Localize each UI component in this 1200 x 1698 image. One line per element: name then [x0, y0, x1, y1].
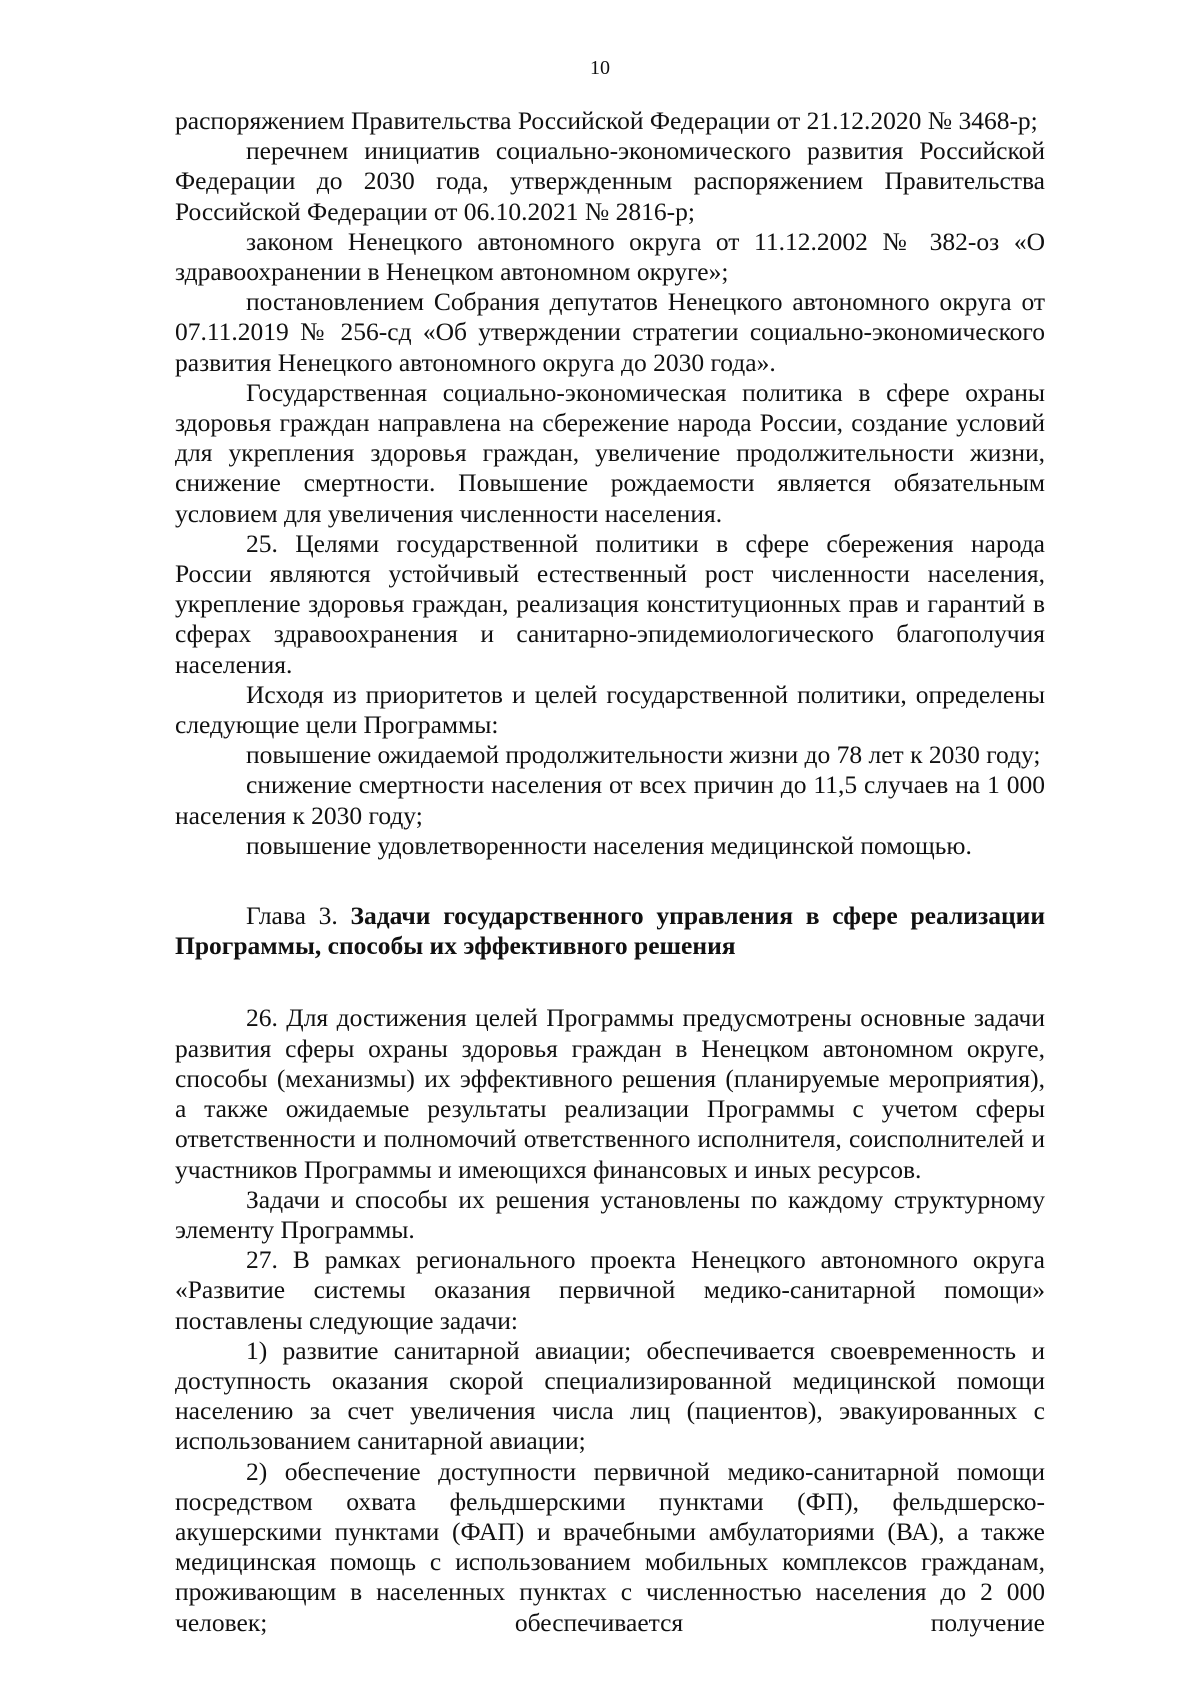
document-body	[175, 106, 1045, 1638]
paragraph: 27. В рамках регионального проекта Ненецкого автономного округа «Развитие системы оказания первичной медико-санитарной помощи» поставлены следующие задачи:	[175, 1245, 1045, 1335]
paragraph: Государственная социально-экономическая политика в сфере охраны здоровья граждан направлена на сбережение народа России, создание условий для укрепления здоровья граждан, увеличение продолжительности жизни, снижение смертности. Повышение рождаемости является обязательным условием для увеличения численности населения.	[175, 377, 1045, 528]
paragraph: распоряжением Правительства Российской Федерации от 21.12.2020 № 3468-р;	[175, 106, 1038, 135]
paragraph: 26. Для достижения целей Программы предусмотрены основные задачи развития сферы охраны здоровья граждан в Ненецком автономном округе, способы (механизмы) их эффективного решения (планируемые мероприятия), а также ожидаемые результаты реализации Программы с учетом сферы ответственности и полномочий ответственного исполнителя, соисполнителей и участников Программы и имеющихся финансовых и иных ресурсов.	[175, 1003, 1045, 1184]
page-number: 10	[590, 57, 610, 79]
list-item: повышение удовлетворенности населения медицинской помощью.	[246, 830, 972, 860]
chapter-title: Задачи государственного управления в сфере реализации Программы, способы их эффективного решения	[175, 901, 1046, 961]
list-item: 1) развитие санитарной авиации; обеспечивается своевременность и доступность оказания скорой специализированной медицинской помощи населению за счет увеличения числа лиц (пациентов), эвакуированных с использованием санитарной авиации;	[175, 1335, 1045, 1456]
list-item: снижение смертности населения от всех причин до 11,5 случаев на 1 000 населения к 2030 году;	[175, 770, 1045, 830]
chapter-heading	[175, 901, 1045, 961]
paragraph: 25. Целями государственной политики в сфере сбережения народа России являются устойчивый естественный рост численности населения, укрепление здоровья граждан, реализация конституционных прав и гарантий в сферах здравоохранения и санитарно-эпидемиологического благополучия населения.	[175, 528, 1045, 679]
list-item: повышение ожидаемой продолжительности жизни до 78 лет к 2030 году;	[246, 740, 1041, 770]
paragraph: Исходя из приоритетов и целей государственной политики, определены следующие цели Программы:	[175, 679, 1045, 740]
list-item: 2) обеспечение доступности первичной медико-санитарной помощи посредством охвата фельдшерскими пунктами (ФП), фельдшерско-акушерскими пунктами (ФАП) и врачебными амбулаториями (ВА), а также медицинская помощь с использованием мобильных комплексов гражданам, проживающим в населенных пунктах с численностью населения до 2 000 человек; обеспечивается получение	[175, 1456, 1045, 1637]
paragraph: законом Ненецкого автономного округа от 11.12.2002 № 382-оз «О здравоохранении в Ненецком автономном округе»;	[175, 226, 1045, 287]
paragraph: перечнем инициатив социально-экономического развития Российской Федерации до 2030 года, утвержденным распоряжением Правительства Российской Федерации от 06.10.2021 № 2816-р;	[175, 136, 1045, 226]
paragraph: постановлением Собрания депутатов Ненецкого автономного округа от 07.11.2019 № 256-сд «Об утверждении стратегии социально-экономического развития Ненецкого автономного округа до 2030 года».	[175, 287, 1045, 377]
paragraph: Задачи и способы их решения установлены по каждому структурному элементу Программы.	[175, 1184, 1045, 1244]
chapter-prefix: Глава 3.	[246, 901, 338, 931]
